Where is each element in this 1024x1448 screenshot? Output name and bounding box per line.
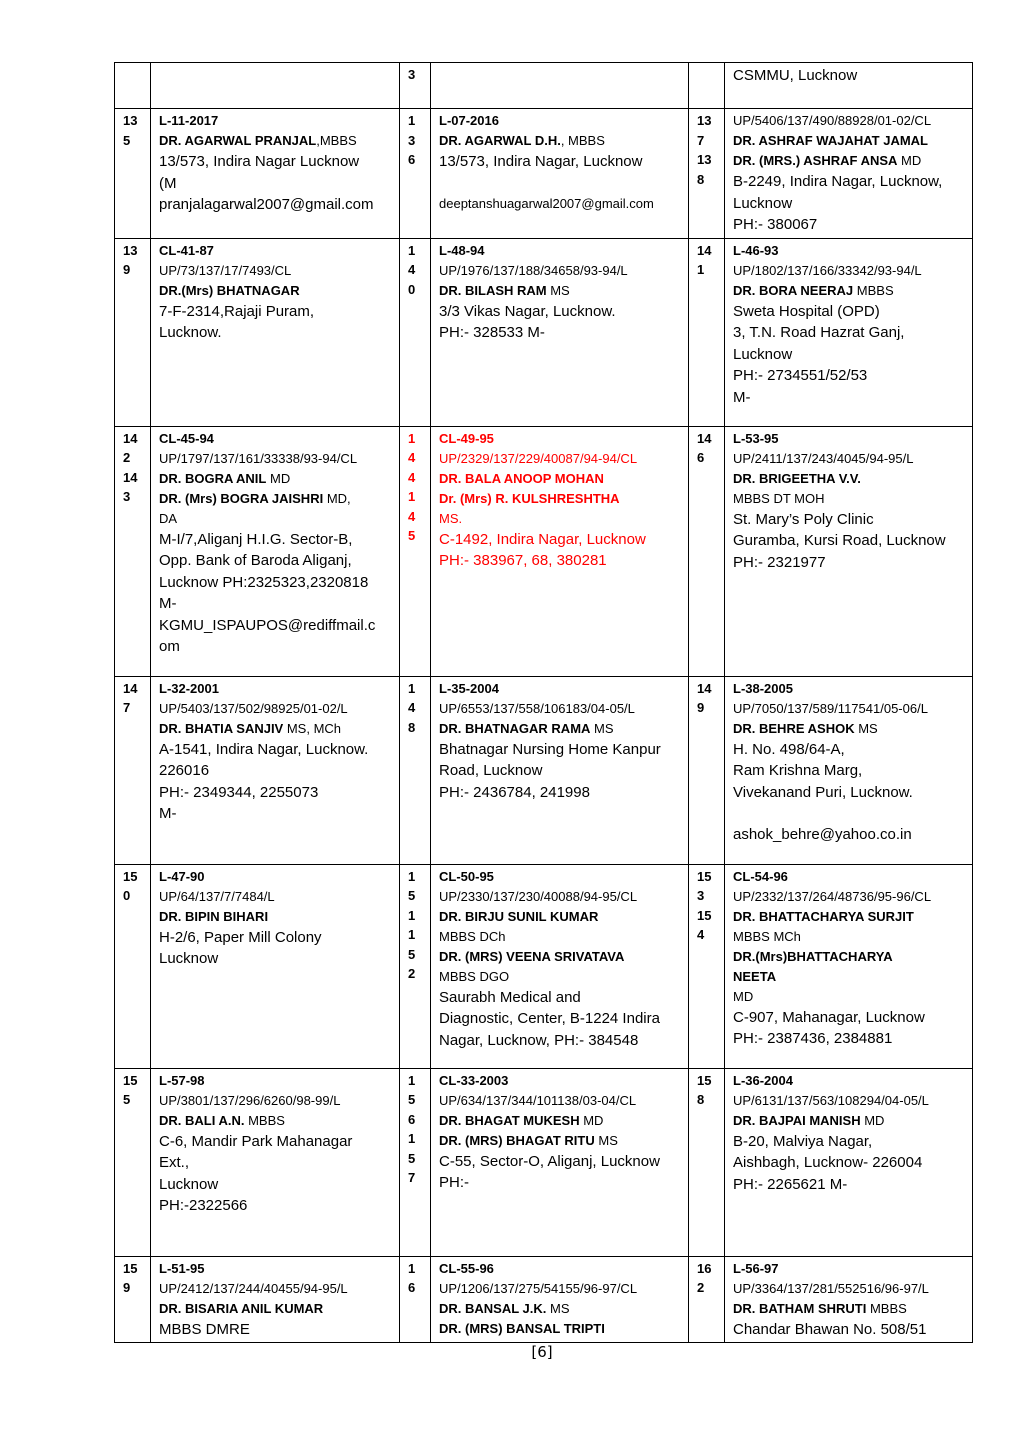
serial-digit: 5 (408, 1092, 416, 1107)
doctor-name: DR. (MRS) BHAGAT RITU (439, 1132, 595, 1148)
entry-line: DR. BHATTACHARYA SURJIT (733, 908, 914, 924)
entry-line: MBBS MCh (733, 928, 801, 944)
entry-line: Lucknow (159, 950, 219, 967)
entry-line: UP/7050/137/589/117541/05-06/L (733, 700, 928, 716)
doctor-entry-cell (151, 676, 400, 864)
serial-number-cell (400, 1256, 431, 1343)
serial-number-cell (115, 864, 151, 1068)
entry-line: CSMMU, Lucknow (733, 67, 858, 84)
serial-digit: 14 (697, 680, 712, 696)
entry-line: UP/6553/137/558/106183/04-05/L (439, 700, 635, 716)
serial-digit: 6 (408, 1280, 416, 1295)
entry-line: MBBS DCh (439, 928, 506, 944)
serial-number-cell (115, 238, 151, 426)
entry-line: CL-49-95 (439, 430, 494, 446)
entry-line (439, 1111, 683, 1131)
doctor-entry-cell (725, 109, 973, 239)
entry-line: UP/2330/137/230/40088/94-95/CL (439, 888, 638, 904)
serial-number-cell (115, 109, 151, 239)
doctor-name: DR. BORA NEERAJ (733, 282, 854, 298)
doctor-name: DR. BALI A.N. (159, 1112, 245, 1128)
table-row (115, 676, 973, 864)
entry-line: MBBS DT MOH (733, 490, 825, 506)
entry-line: UP/64/137/7/7484/L (159, 888, 275, 904)
entry-line: PH:- 383967, 68, 380281 (439, 552, 607, 569)
serial-digit: 2 (408, 966, 416, 981)
entry-line: L-56-97 (733, 1260, 779, 1276)
entry-line: Lucknow PH:2325323,2320818 (159, 573, 369, 591)
entry-line: PH:-2322566 (159, 1197, 248, 1214)
doctor-name: DR. (MRS.) ASHRAF ANSA (733, 153, 898, 168)
entry-line: MBBS DGO (439, 968, 510, 984)
entry-line: MBBS DMRE (159, 1320, 250, 1338)
entry-line: KGMU_ISPAUPOS@rediffmail.c (159, 616, 376, 634)
serial-digit: 16 (697, 1260, 712, 1276)
entry-line: DR. (MRS) BANSAL TRIPTI (439, 1320, 605, 1336)
serial-digit: 9 (123, 262, 131, 277)
serial-number-cell (689, 63, 725, 109)
doctor-name: DR. BHAGAT MUKESH (439, 1112, 580, 1128)
serial-number-cell (689, 238, 725, 426)
entry-line: pranjalagarwal2007@gmail.com (159, 196, 374, 213)
serial-number-cell (115, 1068, 151, 1256)
entry-line: Vivekanand Puri, Lucknow. (733, 783, 913, 801)
serial-digit: 6 (408, 1111, 416, 1127)
doctor-name: DR. BHATIA SANJIV (159, 720, 284, 736)
entry-line: PH:- 2349344, 2255073 (159, 783, 319, 801)
entry-line: 7-F-2314,Rajaji Puram, (159, 302, 315, 320)
entry-line: M-I/7,Aliganj H.I.G. Sector-B, (159, 530, 353, 548)
doctor-entry-cell (431, 676, 689, 864)
entry-line (159, 131, 394, 151)
doctor-entry-cell (725, 426, 973, 676)
entry-line: PH:- 380067 (733, 216, 818, 233)
entry-line: NEETA (733, 968, 777, 984)
doctor-name: DR. BAJPAI MANISH (733, 1112, 861, 1128)
entry-line: L-48-94 (439, 242, 485, 258)
doctor-entry-cell (431, 864, 689, 1068)
serial-digit: 8 (408, 719, 416, 735)
entry-line: UP/634/137/344/101138/03-04/CL (439, 1092, 637, 1108)
serial-digit: 0 (408, 281, 416, 297)
serial-digit: 13 (697, 113, 712, 128)
entry-line: DR. BRIGEETHA V.V. (733, 470, 861, 486)
entry-line: Saurabh Medical and (439, 988, 581, 1006)
entry-line: Diagnostic, Center, B-1224 Indira (439, 1010, 660, 1027)
doctor-entry-cell (431, 63, 689, 109)
entry-line: L-46-93 (733, 242, 779, 258)
directory-table (114, 62, 973, 1343)
serial-number-cell (400, 109, 431, 239)
serial-digit: 5 (408, 946, 416, 962)
serial-number-cell (115, 676, 151, 864)
entry-line: Opp. Bank of Baroda Aliganj, (159, 552, 352, 569)
doctor-entry-cell (151, 109, 400, 239)
doctor-entry-cell (151, 63, 400, 109)
serial-digit: 4 (697, 927, 705, 942)
entry-line: L-51-95 (159, 1260, 205, 1276)
qualification: , MBBS (560, 133, 605, 148)
serial-digit: 8 (697, 1092, 705, 1107)
doctor-entry-cell (431, 1068, 689, 1256)
entry-line: M- (159, 595, 177, 612)
serial-digit: 6 (697, 450, 705, 465)
serial-digit: 1 (408, 489, 416, 504)
entry-line: CL-55-96 (439, 1260, 494, 1276)
entry-line: DR. (MRS) VEENA SRIVATAVA (439, 948, 625, 964)
serial-digit: 1 (697, 262, 705, 277)
entry-line (733, 1111, 967, 1131)
entry-line: UP/1802/137/166/33342/93-94/L (733, 262, 922, 278)
serial-digit: 3 (408, 67, 416, 82)
serial-digit: 14 (123, 469, 138, 485)
entry-line: om (159, 638, 180, 655)
serial-digit: 5 (408, 528, 416, 543)
qualification: MD, (323, 490, 351, 506)
serial-digit: 7 (123, 700, 131, 715)
serial-digit: 5 (123, 132, 131, 148)
serial-digit: 7 (697, 132, 705, 148)
entry-line (159, 469, 394, 489)
qualification: MS (546, 282, 570, 298)
entry-line: PH:- 2734551/52/53 (733, 367, 868, 384)
entry-line: C-6, Mandir Park Mahanagar (159, 1132, 353, 1150)
entry-line: L-57-98 (159, 1072, 205, 1088)
doctor-entry-cell (151, 238, 400, 426)
serial-digit: 15 (123, 868, 138, 884)
serial-digit: 14 (123, 430, 138, 446)
entry-line: M- (159, 805, 177, 822)
entry-line (439, 1299, 683, 1319)
entry-line (439, 719, 683, 739)
serial-number-cell (689, 864, 725, 1068)
entry-line: UP/2329/137/229/40087/94-94/CL (439, 450, 638, 466)
qualification: MBBS (853, 282, 894, 298)
entry-line: (M (159, 174, 177, 192)
doctor-name: DR. BANSAL J.K. (439, 1300, 547, 1316)
entry-line: L-35-2004 (439, 680, 499, 696)
entry-line: Lucknow. (159, 324, 222, 341)
entry-line: PH:- 328533 M- (439, 324, 545, 341)
table-row (115, 1256, 973, 1343)
qualification: MS (594, 1132, 618, 1148)
table-row (115, 109, 973, 239)
entry-line: CL-33-2003 (439, 1072, 509, 1088)
entry-line: CL-50-95 (439, 868, 494, 884)
serial-number-cell (115, 1256, 151, 1343)
serial-digit: 1 (408, 430, 416, 446)
doctor-entry-cell (725, 676, 973, 864)
serial-digit: 3 (408, 132, 416, 148)
serial-digit: 7 (408, 1170, 416, 1185)
entry-line: Guramba, Kursi Road, Lucknow (733, 532, 946, 549)
entry-line: Bhatnagar Nursing Home Kanpur (439, 740, 661, 758)
entry-line: UP/6131/137/563/108294/04-05/L (733, 1092, 929, 1108)
serial-digit: 15 (697, 1072, 712, 1088)
serial-digit: 15 (123, 1260, 138, 1276)
doctor-name: DR. (Mrs) BOGRA JAISHRI (159, 490, 324, 506)
entry-line: L-47-90 (159, 868, 205, 884)
doctor-name: DR. BATHAM SHRUTI (733, 1300, 867, 1316)
doctor-name: DR. BEHRE ASHOK (733, 720, 855, 736)
entry-line: 3/3 Vikas Nagar, Lucknow. (439, 302, 616, 320)
entry-line: A-1541, Indira Nagar, Lucknow. (159, 740, 369, 758)
qualification: MS, MCh (283, 720, 342, 736)
serial-digit: 1 (408, 1131, 416, 1146)
doctor-entry-cell (151, 864, 400, 1068)
entry-line: MS. (439, 510, 463, 526)
entry-line: 226016 (159, 762, 210, 779)
serial-number-cell (400, 63, 431, 109)
serial-digit: 1 (408, 242, 416, 258)
doctor-entry-cell (151, 1256, 400, 1343)
entry-line: UP/1797/137/161/33338/93-94/CL (159, 450, 358, 466)
serial-digit: 4 (408, 508, 416, 524)
serial-number-cell (689, 676, 725, 864)
serial-digit: 2 (697, 1280, 705, 1295)
entry-line: H-2/6, Paper Mill Colony (159, 928, 322, 946)
entry-line: Nagar, Lucknow, PH:- 384548 (439, 1031, 639, 1049)
doctor-entry-cell (151, 1068, 400, 1256)
serial-digit: 13 (123, 242, 138, 258)
entry-line: Ext., (159, 1154, 190, 1171)
serial-digit: 15 (123, 1072, 138, 1088)
entry-line: UP/1206/137/275/54155/96-97/CL (439, 1280, 638, 1296)
entry-line: UP/5406/137/490/88928/01-02/CL (733, 113, 932, 128)
entry-line (159, 489, 394, 509)
qualification: MS (854, 720, 878, 736)
serial-digit: 1 (408, 927, 416, 942)
entry-line (733, 719, 967, 739)
entry-line: CL-41-87 (159, 242, 214, 258)
entry-line: PH:- (439, 1174, 469, 1191)
serial-digit: 1 (408, 907, 416, 923)
doctor-entry-cell (725, 864, 973, 1068)
entry-line (733, 803, 967, 824)
entry-line (439, 1131, 683, 1151)
serial-digit: 1 (408, 1072, 416, 1088)
serial-digit: 5 (123, 1092, 131, 1107)
entry-line: UP/73/137/17/7493/CL (159, 262, 292, 278)
serial-digit: 14 (123, 680, 138, 696)
doctor-entry-cell (431, 426, 689, 676)
entry-line: PH:- 2321977 (733, 553, 826, 571)
entry-line: DR.(Mrs) BHATNAGAR (159, 282, 300, 298)
table-row (115, 1068, 973, 1256)
entry-line: CL-54-96 (733, 868, 788, 884)
doctor-name: DR. BHATNAGAR RAMA (439, 720, 591, 736)
doctor-name: DR. BOGRA ANIL (159, 470, 267, 486)
entry-line: M- (733, 388, 751, 406)
entry-line: DR.(Mrs)BHATTACHARYA (733, 948, 893, 964)
entry-line (159, 719, 394, 739)
entry-line: UP/2332/137/264/48736/95-96/CL (733, 888, 932, 904)
qualification: MD (860, 1112, 885, 1128)
entry-line: 13/573, Indira Nagar, Lucknow (439, 153, 643, 170)
doctor-entry-cell (725, 1256, 973, 1343)
entry-line: Chandar Bhawan No. 508/51 (733, 1320, 927, 1338)
table-row (115, 238, 973, 426)
entry-line: DR. BIPIN BIHARI (159, 908, 269, 924)
entry-line: Lucknow (159, 1175, 219, 1193)
serial-digit: 14 (697, 430, 712, 446)
entry-line: Lucknow (733, 194, 793, 212)
serial-number-cell (689, 109, 725, 239)
entry-line: MD (733, 988, 754, 1004)
serial-number-cell (115, 426, 151, 676)
serial-digit: 2 (123, 450, 131, 465)
entry-line: Aishbagh, Lucknow- 226004 (733, 1154, 923, 1171)
qualification: MD (266, 470, 291, 486)
entry-line: CL-45-94 (159, 430, 214, 446)
entry-line (439, 281, 683, 301)
serial-digit: 6 (408, 152, 416, 167)
serial-digit: 13 (697, 152, 712, 167)
doctor-name: DR. BILASH RAM (439, 282, 547, 298)
serial-digit: 1 (408, 1260, 416, 1276)
serial-digit: 9 (697, 700, 705, 715)
entry-line: UP/3801/137/296/6260/98-99/L (159, 1092, 341, 1108)
entry-line (733, 1299, 967, 1319)
entry-line: DR. BALA ANOOP MOHAN (439, 470, 604, 486)
entry-line (439, 173, 683, 194)
entry-line: Ram Krishna Marg, (733, 762, 863, 779)
entry-line: 3, T.N. Road Hazrat Ganj, (733, 324, 905, 341)
entry-line: DR. BISARIA ANIL KUMAR (159, 1300, 324, 1316)
entry-line: UP/1976/137/188/34658/93-94/L (439, 262, 628, 278)
serial-digit: 15 (697, 868, 712, 884)
serial-digit: 5 (408, 888, 416, 903)
entry-line: L-36-2004 (733, 1072, 793, 1088)
table-row (115, 864, 973, 1068)
doctor-entry-cell (725, 238, 973, 426)
serial-number-cell (400, 676, 431, 864)
doctor-name: DR. AGARWAL PRANJAL (159, 133, 317, 148)
serial-number-cell (400, 864, 431, 1068)
entry-line: C-55, Sector-O, Aliganj, Lucknow (439, 1152, 660, 1170)
serial-digit: 3 (123, 489, 131, 504)
serial-number-cell (400, 426, 431, 676)
entry-line: Dr. (Mrs) R. KULSHRESHTHA (439, 490, 620, 506)
entry-line: L-53-95 (733, 430, 779, 446)
entry-line: B-2249, Indira Nagar, Lucknow, (733, 173, 943, 190)
doctor-entry-cell (725, 63, 973, 109)
entry-line: L-32-2001 (159, 680, 219, 696)
serial-digit: 0 (123, 888, 131, 903)
doctor-entry-cell (431, 238, 689, 426)
serial-digit: 3 (697, 888, 705, 903)
serial-digit: 13 (123, 113, 138, 128)
entry-line: ashok_behre@yahoo.co.in (733, 826, 912, 843)
entry-line: Road, Lucknow (439, 762, 543, 779)
qualification: ,MBBS (316, 133, 357, 148)
entry-line: 13/573, Indira Nagar Lucknow (159, 153, 360, 170)
doctor-entry-cell (725, 1068, 973, 1256)
serial-number-cell (115, 63, 151, 109)
entry-line: L-11-2017 (159, 113, 219, 128)
entry-line: PH:- 2387436, 2384881 (733, 1030, 893, 1047)
entry-line: B-20, Malviya Nagar, (733, 1132, 873, 1150)
qualification: MD (897, 153, 922, 168)
entry-line: DR. BIRJU SUNIL KUMAR (439, 908, 599, 924)
entry-line: PH:- 2265621 M- (733, 1175, 848, 1193)
entry-line: deeptanshuagarwal2007@gmail.com (439, 195, 654, 211)
doctor-entry-cell (431, 1256, 689, 1343)
table-row (115, 426, 973, 676)
entry-line: Lucknow (733, 345, 793, 363)
qualification: MBBS (244, 1112, 285, 1128)
entry-line: UP/3364/137/281/552516/96-97/L (733, 1280, 929, 1296)
doctor-entry-cell (431, 109, 689, 239)
entry-line: St. Mary’s Poly Clinic (733, 510, 874, 528)
serial-digit: 1 (408, 680, 416, 696)
entry-line: C-1492, Indira Nagar, Lucknow (439, 530, 646, 548)
entry-line: H. No. 498/64-A, (733, 740, 845, 758)
entry-line (733, 151, 967, 171)
entry-line: DA (159, 510, 178, 526)
entry-line: L-07-2016 (439, 113, 499, 128)
qualification: MD (579, 1112, 604, 1128)
serial-digit: 15 (697, 907, 712, 923)
serial-digit: 8 (697, 171, 705, 187)
table-row (115, 63, 973, 109)
page-number: [6] (531, 1343, 553, 1361)
doctor-name: DR. AGARWAL D.H. (439, 133, 561, 148)
entry-line: UP/2412/137/244/40455/94-95/L (159, 1280, 348, 1296)
serial-number-cell (689, 1068, 725, 1256)
serial-digit: 5 (408, 1150, 416, 1166)
entry-line: C-907, Mahanagar, Lucknow (733, 1008, 925, 1026)
serial-digit: 1 (408, 868, 416, 884)
doctor-entry-cell (151, 426, 400, 676)
serial-digit: 4 (408, 700, 416, 715)
qualification: MS (546, 1300, 570, 1316)
entry-line: L-38-2005 (733, 680, 793, 696)
serial-number-cell (689, 426, 725, 676)
entry-line: PH:- 2436784, 241998 (439, 783, 590, 801)
entry-line: UP/2411/137/243/4045/94-95/L (733, 450, 914, 466)
entry-line (733, 281, 967, 301)
qualification: MBBS (866, 1300, 907, 1316)
serial-digit: 4 (408, 450, 416, 465)
qualification: MS (590, 720, 614, 736)
serial-number-cell (689, 1256, 725, 1343)
entry-line: DR. ASHRAF WAJAHAT JAMAL (733, 133, 928, 148)
serial-digit: 9 (123, 1280, 131, 1295)
entry-line (439, 131, 683, 151)
serial-digit: 14 (697, 242, 712, 258)
serial-digit: 4 (408, 469, 416, 485)
entry-line (159, 1111, 394, 1131)
entry-line: UP/5403/137/502/98925/01-02/L (159, 700, 348, 716)
entry-line: Sweta Hospital (OPD) (733, 302, 880, 320)
serial-number-cell (400, 1068, 431, 1256)
serial-number-cell (400, 238, 431, 426)
serial-digit: 1 (408, 113, 416, 128)
serial-digit: 4 (408, 262, 416, 277)
